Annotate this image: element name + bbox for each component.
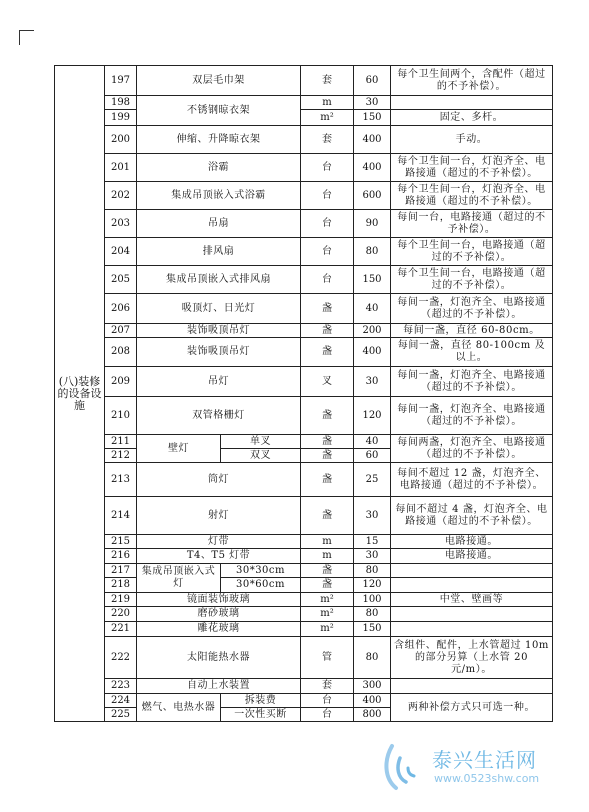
table-row <box>55 338 553 367</box>
item-note <box>391 679 553 694</box>
table-row <box>55 694 553 708</box>
item-number: 224 <box>105 694 137 708</box>
table-row <box>55 324 553 338</box>
item-unit: 盏 <box>301 324 354 338</box>
item-name: 伸缩、升降晾衣架 <box>137 126 301 154</box>
item-price: 150 <box>354 110 391 126</box>
item-price: 150 <box>354 622 391 637</box>
item-price: 400 <box>354 154 391 182</box>
item-name: 不锈钢晾衣架 <box>137 96 301 126</box>
item-name: 浴霸 <box>137 154 301 182</box>
item-price: 400 <box>354 338 391 367</box>
item-note <box>391 564 553 578</box>
table-row <box>55 593 553 607</box>
item-number: 201 <box>105 154 137 182</box>
site-logo-icon <box>378 738 432 796</box>
item-note: 每间一盏，直径 80-100cm 及以上。 <box>391 338 553 367</box>
item-note: 每间两盏，灯泡齐全、电路接通（超过的不予补偿）。 <box>391 435 553 463</box>
item-spec: 30*60cm <box>221 578 301 593</box>
item-price: 400 <box>354 694 391 708</box>
item-unit: 盏 <box>301 497 354 535</box>
item-name: 集成吊顶嵌入式浴霸 <box>137 182 301 210</box>
item-unit: 盏 <box>301 435 354 449</box>
item-price: 300 <box>354 679 391 694</box>
item-name: 集成吊顶嵌入式排风扇 <box>137 266 301 294</box>
watermark-site-name: 泰兴生活网 <box>432 748 537 772</box>
item-number: 206 <box>105 294 137 324</box>
item-note: 每个卫生间两个，含配件（超过的不予补偿）。 <box>391 66 553 96</box>
item-unit: 套 <box>301 126 354 154</box>
table-row <box>55 266 553 294</box>
item-note <box>391 578 553 593</box>
watermark-url: www.0523shw.com <box>434 772 540 785</box>
item-number: 199 <box>105 110 137 126</box>
item-price: 120 <box>354 578 391 593</box>
item-number: 210 <box>105 397 137 435</box>
item-price: 90 <box>354 210 391 238</box>
item-spec: 双叉 <box>221 449 301 463</box>
item-name: 磨砂玻璃 <box>137 607 301 622</box>
item-unit: m <box>301 535 354 549</box>
item-number: 202 <box>105 182 137 210</box>
item-unit: m² <box>301 622 354 637</box>
table-row <box>55 622 553 637</box>
item-price: 15 <box>354 535 391 549</box>
table-row <box>55 497 553 535</box>
item-number: 215 <box>105 535 137 549</box>
item-price: 30 <box>354 549 391 564</box>
item-note: 每个卫生间一台，灯泡齐全、电路接通（超过的不予补偿）。 <box>391 182 553 210</box>
item-number: 197 <box>105 66 137 96</box>
item-spec: 单叉 <box>221 435 301 449</box>
compensation-table <box>54 65 553 722</box>
table-row <box>55 66 553 96</box>
item-name: 吸顶灯、日光灯 <box>137 294 301 324</box>
item-price: 60 <box>354 66 391 96</box>
item-spec: 一次性买断 <box>221 708 301 722</box>
item-unit: m <box>301 549 354 564</box>
table-row <box>55 210 553 238</box>
item-name: 自动上水装置 <box>137 679 301 694</box>
item-unit: 台 <box>301 708 354 722</box>
item-unit: 盏 <box>301 449 354 463</box>
table-row <box>55 578 553 593</box>
item-number: 225 <box>105 708 137 722</box>
corner-crop-mark <box>19 30 34 45</box>
item-unit: 台 <box>301 210 354 238</box>
item-note <box>391 607 553 622</box>
item-number: 217 <box>105 564 137 578</box>
item-number: 204 <box>105 238 137 266</box>
item-number: 198 <box>105 96 137 110</box>
item-unit: m² <box>301 607 354 622</box>
item-price: 150 <box>354 266 391 294</box>
item-price: 40 <box>354 294 391 324</box>
table-row <box>55 126 553 154</box>
item-name: 雕花玻璃 <box>137 622 301 637</box>
item-price: 80 <box>354 238 391 266</box>
item-note: 电路接通。 <box>391 549 553 564</box>
item-name: 壁灯 <box>137 435 221 463</box>
table-row <box>55 367 553 397</box>
item-number: 209 <box>105 367 137 397</box>
item-price: 30 <box>354 96 391 110</box>
item-note: 每间一盏，灯泡齐全、电路接通（超过的不予补偿）。 <box>391 367 553 397</box>
item-unit: 台 <box>301 154 354 182</box>
item-name: T4、T5 灯带 <box>137 549 301 564</box>
table-row <box>55 397 553 435</box>
item-note: 每间一台，电路接通（超过的不予补偿）。 <box>391 210 553 238</box>
item-name: 筒灯 <box>137 463 301 497</box>
item-number: 223 <box>105 679 137 694</box>
table-row <box>55 564 553 578</box>
item-note: 固定、多杆。 <box>391 110 553 126</box>
item-price: 800 <box>354 708 391 722</box>
item-price: 120 <box>354 397 391 435</box>
item-note: 每间一盏，直径 60-80cm。 <box>391 324 553 338</box>
item-name: 排风扇 <box>137 238 301 266</box>
item-unit: m <box>301 96 354 110</box>
table-row <box>55 463 553 497</box>
item-unit: 套 <box>301 66 354 96</box>
item-unit: m² <box>301 593 354 607</box>
table-row <box>55 110 553 126</box>
item-unit: 管 <box>301 637 354 679</box>
item-name: 镜面装饰玻璃 <box>137 593 301 607</box>
item-name: 燃气、电热水器 <box>137 694 221 722</box>
item-name: 太阳能热水器 <box>137 637 301 679</box>
item-unit: 盏 <box>301 338 354 367</box>
item-unit: 盏 <box>301 578 354 593</box>
item-price: 25 <box>354 463 391 497</box>
table-row <box>55 182 553 210</box>
item-number: 222 <box>105 637 137 679</box>
item-name: 双层毛巾架 <box>137 66 301 96</box>
table-row <box>55 535 553 549</box>
item-number: 205 <box>105 266 137 294</box>
item-name: 射灯 <box>137 497 301 535</box>
item-note: 每间一盏，灯泡齐全、电路接通（超过的不予补偿）。 <box>391 294 553 324</box>
table-row <box>55 96 553 110</box>
item-number: 203 <box>105 210 137 238</box>
item-unit: 盏 <box>301 463 354 497</box>
item-number: 208 <box>105 338 137 367</box>
item-note <box>391 96 553 110</box>
item-note: 电路接通。 <box>391 535 553 549</box>
item-name: 装饰吸顶吊灯 <box>137 338 301 367</box>
item-price: 40 <box>354 435 391 449</box>
item-number: 214 <box>105 497 137 535</box>
item-unit: m² <box>301 110 354 126</box>
item-note: 两种补偿方式只可选一种。 <box>391 694 553 722</box>
item-number: 212 <box>105 449 137 463</box>
item-name: 吊扇 <box>137 210 301 238</box>
table-row <box>55 679 553 694</box>
item-spec: 30*30cm <box>221 564 301 578</box>
item-note: 中堂、壁画等 <box>391 593 553 607</box>
item-note: 含组件、配件，上水管超过 10m 的部分另算（上水管 20 元/m）。 <box>391 637 553 679</box>
item-number: 216 <box>105 549 137 564</box>
item-note: 每个卫生间一台，电路接通（超过的不予补偿）。 <box>391 238 553 266</box>
item-unit: 盏 <box>301 397 354 435</box>
item-name: 吊灯 <box>137 367 301 397</box>
item-spec: 拆装费 <box>221 694 301 708</box>
item-note: 每间不超过 12 盏，灯泡齐全、电路接通（超过的不予补偿）。 <box>391 463 553 497</box>
table-row <box>55 637 553 679</box>
item-price: 100 <box>354 593 391 607</box>
item-note: 每个卫生间一台，灯泡齐全、电路接通（超过的不予补偿）。 <box>391 154 553 182</box>
item-unit: 盏 <box>301 294 354 324</box>
table-row <box>55 294 553 324</box>
item-unit: 台 <box>301 694 354 708</box>
item-note: 每间一盏，灯泡齐全、电路接通（超过的不予补偿）。 <box>391 397 553 435</box>
table-row <box>55 607 553 622</box>
item-unit: 台 <box>301 182 354 210</box>
item-number: 200 <box>105 126 137 154</box>
category-cell: (八)装修的设备设施 <box>55 66 105 722</box>
item-unit: 台 <box>301 238 354 266</box>
item-number: 211 <box>105 435 137 449</box>
item-price: 60 <box>354 449 391 463</box>
item-price: 80 <box>354 607 391 622</box>
item-note: 手动。 <box>391 126 553 154</box>
item-price: 30 <box>354 367 391 397</box>
item-price: 600 <box>354 182 391 210</box>
item-number: 218 <box>105 578 137 593</box>
item-note: 每间不超过 4 盏，灯泡齐全、电路接通（超过的不予补偿）。 <box>391 497 553 535</box>
item-number: 207 <box>105 324 137 338</box>
item-name: 集成吊顶嵌入式灯 <box>137 564 221 593</box>
item-unit: 台 <box>301 266 354 294</box>
item-number: 213 <box>105 463 137 497</box>
table-row <box>55 238 553 266</box>
item-price: 200 <box>354 324 391 338</box>
item-note: 每个卫生间一台，电路接通（超过的不予补偿）。 <box>391 266 553 294</box>
item-price: 80 <box>354 564 391 578</box>
item-price: 400 <box>354 126 391 154</box>
item-unit: 盏 <box>301 564 354 578</box>
table-row <box>55 549 553 564</box>
item-number: 221 <box>105 622 137 637</box>
table-row <box>55 154 553 182</box>
item-price: 80 <box>354 637 391 679</box>
watermark <box>370 738 570 798</box>
table-row <box>55 435 553 449</box>
item-name: 灯带 <box>137 535 301 549</box>
item-unit: 叉 <box>301 367 354 397</box>
item-price: 30 <box>354 497 391 535</box>
item-name: 双管格栅灯 <box>137 397 301 435</box>
item-unit: 套 <box>301 679 354 694</box>
item-number: 219 <box>105 593 137 607</box>
item-number: 220 <box>105 607 137 622</box>
item-name: 装饰吸顶吊灯 <box>137 324 301 338</box>
item-note <box>391 622 553 637</box>
